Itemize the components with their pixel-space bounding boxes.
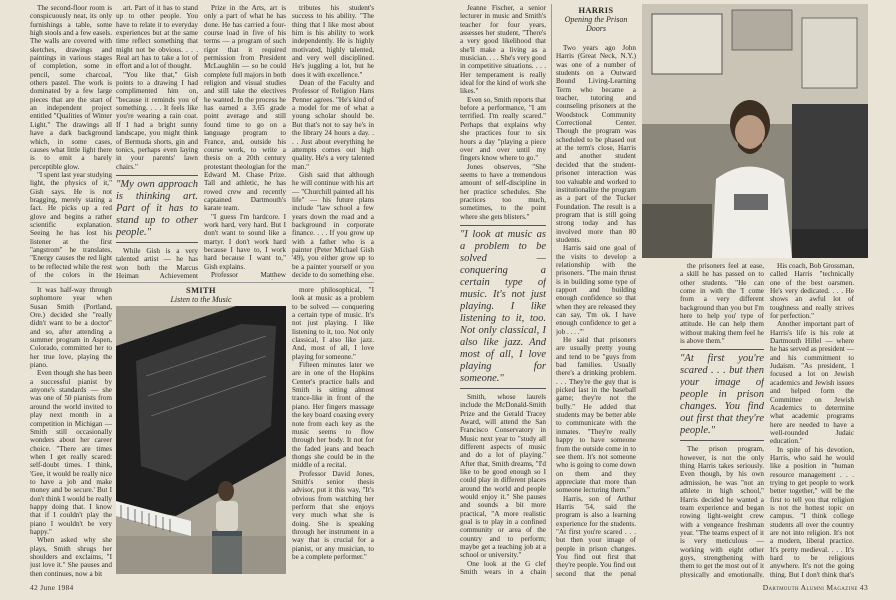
folio-right: Dartmouth Alumni Magazine 43 — [762, 583, 868, 592]
paragraph: "I guess I'm hardcore. I work hard, very hard. But I don't want to sound like a martyr. I don't work hard because I have to, I work hard because I want to," Gish explains. — [204, 212, 286, 271]
paragraph: tributes his student's success to his ability. "The thing that I like most about him is his ability to work independently. He is highly motivated, highly talented, and very well disciplined. He's juggling a lot, but he does it with excellence." — [292, 4, 374, 79]
paragraph: Professor David Jones, Smith's senior thesis advisor, put it this way, "It's obvious from watching her perform that she enjoys very much what she is doing. She is speaking through her instrument in a way that is crucial for a pianist, or any musician, to be a complete performer." — [292, 469, 374, 561]
paragraph: Two years ago John Harris (Great Neck, N.Y.) was one of a number of students on a Outward Bound Living-Learning Term who became a teacher, tutoring and counseling prisoners at the Woodstock Community Correctional Center. Though the program was scheduled to be phased out at the term's close, Harris and another student decided that the student-prisoner interaction was too valuable and worked to institutionalize the program as a part of the Tucker Foundation. The result is a program that is still going strong today and has involved more than 80 students. — [556, 44, 636, 244]
pull-quote-smith: "I look at music as a problem to be solved — conquering a certain type of music. It's not just playing. I like listening to it, too. Not only classical, I also like jazz. And most of all, I love playing for someone." — [460, 225, 546, 389]
section-divider — [551, 4, 552, 578]
paragraph: When asked why she plays, Smith shrugs her shoulders and exclaims, "I just love it." She pauses and then continues, now a bit — [30, 536, 112, 578]
photo-smith-piano — [116, 306, 286, 574]
paragraph: the prisoners feel at ease, a skill he has passed on to other students. "He can come in with the 'I come from a very different background than you but I'm here to help you' type of attitude. He can help them without making them feel he is above them." — [680, 262, 764, 346]
paragraph: In spite of his devotion, Harris, who said he would like a position in "human resource management . . . trying to get people to work better together," will be the first to tell you that religion is not the hottest topic on campus. "I think college students all over the country are not into religion. It's not a modern, liberal practice. It's pretty medieval. . . . It's hard to be religious anywhere. It's not the going thing. But I don't think that's — [770, 445, 854, 578]
column-gish-3 — [204, 4, 286, 280]
paragraph: Jeanne Fischer, a senior lecturer in music and Smith's teacher for four years, assesses her student, "There's a very good likelihood that she'll make a living as a musician. . . . She's very good in competitive situations. . . . Her temperament is really ideal for the kind of work she likes." — [460, 4, 546, 96]
smith-title: SMITH — [186, 286, 216, 295]
column-gish-4 — [292, 4, 374, 280]
paragraph: Harris said one goal of the visits to develop a relationship with the prisoners. "The main thrust is in building some type of rapport and building enough confidence so that when they are released they can say, 'I'm ok. I have enough confidence to get a job . . . .'" — [556, 244, 636, 336]
pull-quote-gish: "My own approach is thinking art. Part of it has to stand up to other people." — [116, 175, 198, 243]
paragraph: Jones observes, "She seems to have a tremendous amount of self-discipline in her practice schedules. She practices too much, sometimes, to the point where she gets blisters." — [460, 162, 546, 221]
section-rule-left — [30, 282, 374, 283]
column-smith-1 — [30, 286, 112, 578]
paragraph: While Gish is a very talented artist — he has won both the Marcus Heiman Achievement — [116, 246, 198, 280]
column-gish-2 — [116, 4, 198, 280]
column-gish-1 — [30, 4, 112, 280]
column-harris-3 — [770, 262, 854, 578]
pull-quote-harris: "At first you're scared . . . but then your image of people in prison changes. You find out first that they're people." — [680, 349, 764, 441]
paragraph: His coach, Bob Grossman, called Harris "technically one of the best oarsmen. He's very dedicated. . . . He shows an awful lot of toughness and really strives for perfection." — [770, 262, 854, 321]
paragraph: art. Part of it has to stand up to other people. You have to relate it to everyday experiences but at the same time reflect something that might not be obvious. . . . Real art has to take a lot of effort and a lot of thought. — [116, 4, 198, 71]
paragraph: "I spent last year studying light, the physics of it," Gish says. He is not bragging, merely stating a fact. He picks up a red glove and begins a rather scientific explanation. Seeing he has lost his listener at the first "angstrom" he translates, "Energy causes the red light to be reflected while the rest of the colors in the — [30, 170, 112, 279]
paragraph: Dean of the Faculty and Professor of Religion Hans Penner agrees. "He's kind of a model for me of what a young scholar should be. But that's not to say he's in the library 24 hours a day. . . . Just about everything he attempts comes out high quality. He's a very talented man." — [292, 79, 374, 171]
smith-subtitle: Listen to the Music — [170, 295, 232, 304]
harris-subtitle: Opening the Prison Doors — [564, 15, 628, 33]
harris-title: HARRIS — [578, 6, 614, 15]
paragraph: One look at the G clef Smith wears in a chain — [460, 559, 546, 577]
smith-heading — [116, 286, 286, 304]
paragraph: Even though she has been a successful pianist by anyone's standards — she was one of 50 pianists from around the world invited to play next month in a competition in Michigan — Smith still occasionally wonders about her career choice. "There are times when I get really scared: self-doubt times. I think, 'Gee, it would be really nice to have a job and make money and be secure.' But I don't think I would be really happy doing that. I know that if I couldn't play the piano I wouldn't be very happy." — [30, 369, 112, 536]
paragraph: more philosophical, "I look at music as a problem to be solved — conquering a certain type of music. It's not just playing. I like listening to it, too. Not only classical, I also like jazz. And, most of all, I love playing for someone." — [292, 286, 374, 361]
paragraph: He said that prisoners are usually pretty young and tend to be "guys from bad families. Usually there's a drinking problem. . . . They're the guy that is picked last in the baseball game; they're not the bully." He added that students may be better able to communicate with the inmates. "They're really happy to have someone from the outside come in to see them. It's not someone who is going to come down on them and they appreciate that more than someone lecturing them." — [556, 336, 636, 495]
column-harris-1 — [556, 44, 636, 578]
paragraph: Even so, Smith reports that before a performance, "I am terrified. I'm really scared." Perhaps that explains why she practices four to six hours a day "playing a piece over and over until my fingers know where to go." — [460, 95, 546, 163]
paragraph: "You like that," Gish points to a drawing I had complimented him on, "because it reminds you of something. . . . It feels like you're wearing a rain coat. If I had a bright sunny landscape, you might think of Bermuda shorts, gin and tonics, perhaps even laying in your parents' lawn chairs." — [116, 70, 198, 171]
paragraph: Fifteen minutes later we are in one of the Hopkins Center's practice halls and Smith is sitting almost trance-like in front of the piano. Her fingers massage the key board coaxing every note from each key as the music seems to flow through her body. It not for the faded jeans and beach thongs she could be in the middle of a recital. — [292, 361, 374, 470]
column-harris-2 — [680, 262, 764, 578]
column-smith-2 — [292, 286, 374, 578]
folio-left: 42 June 1984 — [30, 583, 74, 592]
harris-heading — [556, 6, 636, 33]
paragraph: The second-floor room is conspicuously neat, its only furnishings a table, some high stools and a few easels. The walls are covered with sketches, drawings and paintings in various stages of completion, some in pencil, some charcoal, others pastel. The work is dominated by a few large pieces that are the start of an independent project entitled "Qualities of Winter Light." The drawings all have a dark background which, in some cases, causes what little light there is to emit a barely perceptible glow. — [30, 4, 112, 171]
paragraph: Prize in the Arts, art is only a part of what he has done. He has carried a four-course load in five of his terms — a program of such rigor that it required permission from President McLaughlin — so he could complete full majors in both religion and visual studies and still take the electives he wanted. In the process he has earned a 3.65 grade point average and still found time to go on a language program to France, and, outside his course work, to write a thesis on a 20th century protestant theologian for the Edward M. Chase Prize. Tall and athletic, he has rowed crew and recently captained Dartmouth's karate team. — [204, 4, 286, 213]
paragraph: Gish said that although he will continue with his art — "Churchill painted all his life" — his future plans include "law school a few years down the road and a background in corporate finance. . . . If you grow up with a father who is a painter (Peter Michael Gish '49), you either grow up to be a painter yourself or you decide to do something else. — [292, 170, 374, 279]
paragraph: It was half-way through sophomore year when Susan Smith (Portland, Ore.) decided she "really didn't want to be a doctor" and so, after attending a summer program in Aspen, Colorado, committed her to her true love, playing the piano. — [30, 286, 112, 370]
column-smith-3 — [460, 4, 546, 578]
paragraph: The prison program, however, is not the only thing Harris takes seriously. Even though, by his own admission, he was "not an athlete in high school," Harris decided he wanted a team experience and began rowing light-weight crew with a vengeance freshman year. "The teams expect of it is very meticulous — working with eight other guys, strengthening with them to get the most out of it physically and emotionally. — [680, 445, 764, 578]
paragraph: Another important part of Harris's life is his role at Dartmouth Hillel — where he has served as president — and his commitment to Judaism. "As president, I focused a lot on Jewish academics and Jewish issues and helped form the Committee on Jewish Academics to determine what academic programs here are needed to have a well-rounded Judaic education." — [770, 320, 854, 446]
paragraph: Harris, son of Arthur Harris '54, said the program is also a learning experience for the students. "At first you're scared . . . but then your image of people in prison changes. You find out first that they're people. You find out second that the penal — [556, 494, 636, 578]
paragraph: Smith, whose laurels include the McDonald-Smith Prize and the Gerald Tracey Award, will attend the San Francisco Conservatory in Music next year to "study all different aspects of music and do a lot of playing." After that, Smith dreams, "I'd like to be good enough so I could play in different places around the world and people would enjoy it." She pauses and sounds a bit more practical, "A more realistic goal is to play in a confined community or area of the country and to perform; maybe get a teaching job at a school or university." — [460, 392, 546, 560]
paragraph: Professor Matthew — [211, 271, 286, 279]
photo-harris — [642, 4, 868, 258]
